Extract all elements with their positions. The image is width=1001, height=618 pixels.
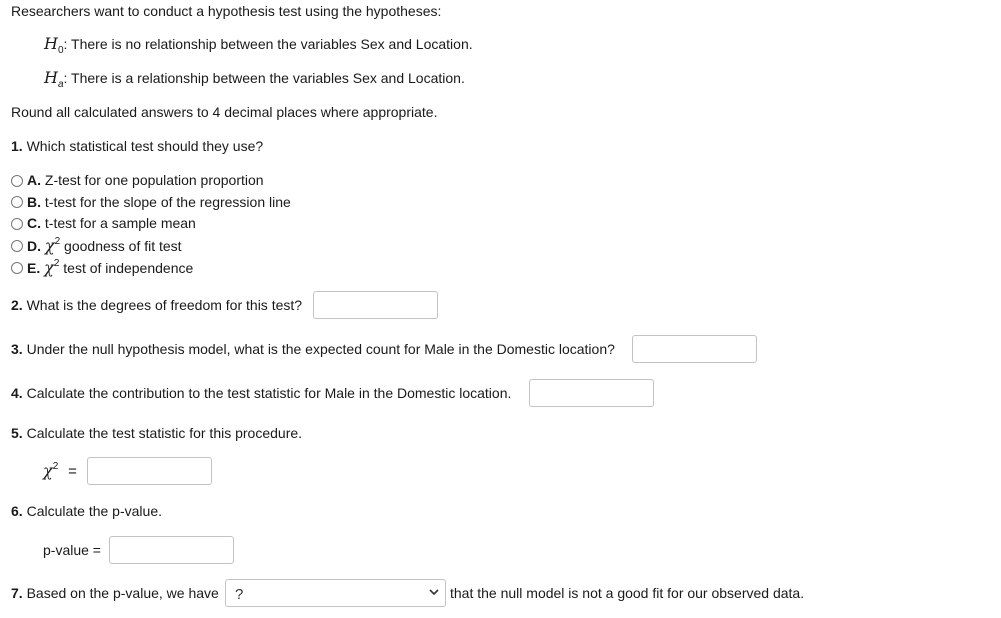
q7-after-text: that the null model is not a good fit for our observed data. (450, 585, 805, 601)
question-1 (11, 138, 263, 154)
q7-number: 7. (11, 585, 23, 601)
option-e-chi: χ (44, 258, 54, 277)
contribution-input[interactable] (529, 379, 654, 407)
q3-text: Under the null hypothesis model, what is the expected count for Male in the Domestic location? (22, 341, 615, 357)
q1-number: 1. (11, 138, 23, 154)
option-b-label[interactable] (27, 194, 291, 210)
intro-text: Researchers want to conduct a hypothesis test using the hypotheses: (11, 3, 442, 19)
option-d-letter: D. (27, 238, 41, 254)
option-b-letter: B. (27, 194, 41, 210)
h0-text: : There is no relationship between the variables Sex and Location. (63, 36, 473, 52)
option-c-text: t-test for a sample mean (41, 215, 196, 231)
rounding-note: Round all calculated answers to 4 decimal places where appropriate. (11, 104, 438, 120)
q3-number: 3. (11, 341, 23, 357)
pvalue-label: p-value = (43, 542, 101, 558)
equals-sign: = (68, 463, 77, 480)
expected-count-input[interactable] (632, 335, 757, 363)
ha-subscript: a (57, 79, 64, 90)
option-b-text: t-test for the slope of the regression line (41, 194, 291, 210)
q5-number: 5. (11, 425, 23, 441)
option-e-text: test of independence (59, 260, 194, 276)
chi-sup: 2 (52, 461, 59, 472)
q6-text: Calculate the p-value. (22, 503, 162, 519)
option-a-radio[interactable] (11, 175, 23, 187)
q7-text: Based on the p-value, we have (22, 585, 219, 601)
option-e-label[interactable] (27, 258, 193, 277)
q4-number: 4. (11, 385, 23, 401)
option-d-radio[interactable] (11, 240, 23, 252)
pvalue-input[interactable] (109, 536, 234, 564)
option-d-chi: χ (44, 236, 55, 255)
option-c-label[interactable] (27, 215, 196, 231)
h0-subscript: 0 (57, 45, 64, 56)
option-e-radio[interactable] (11, 262, 23, 274)
option-c-radio[interactable] (11, 218, 23, 230)
evidence-select[interactable] (225, 579, 446, 607)
question-5 (11, 425, 302, 441)
ha-text: : There is a relationship between the variables Sex and Location. (63, 70, 465, 86)
question-7 (11, 585, 219, 601)
option-c-letter: C. (27, 215, 41, 231)
null-hypothesis (44, 34, 473, 56)
ha-symbol: H (44, 68, 58, 87)
question-3 (11, 341, 615, 357)
chevron-down-icon (428, 584, 440, 600)
option-d-label[interactable] (27, 236, 182, 255)
option-a-text: Z-test for one population proportion (41, 172, 264, 188)
q4-text: Calculate the contribution to the test statistic for Male in the Domestic location. (22, 385, 512, 401)
question-2 (11, 297, 302, 313)
q6-number: 6. (11, 503, 23, 519)
chi-square-label (43, 461, 77, 480)
option-b-radio[interactable] (11, 196, 23, 208)
option-e-sup: 2 (53, 258, 60, 269)
h0-symbol: H (44, 34, 58, 53)
question-6 (11, 503, 162, 519)
option-d-text: goodness of fit test (60, 238, 182, 254)
option-d-sup: 2 (54, 236, 61, 247)
evidence-select-value: ? (235, 586, 244, 603)
option-a-label[interactable] (27, 172, 264, 188)
option-a-letter: A. (27, 172, 41, 188)
degrees-of-freedom-input[interactable] (313, 291, 438, 319)
question-4 (11, 385, 511, 401)
q2-number: 2. (11, 297, 23, 313)
test-statistic-input[interactable] (87, 457, 212, 485)
chi-symbol: χ (43, 461, 53, 480)
q1-text: Which statistical test should they use? (22, 138, 264, 154)
option-e-letter: E. (27, 260, 41, 276)
q5-text: Calculate the test statistic for this procedure. (22, 425, 303, 441)
alt-hypothesis (44, 68, 465, 90)
q2-text: What is the degrees of freedom for this test? (22, 297, 303, 313)
